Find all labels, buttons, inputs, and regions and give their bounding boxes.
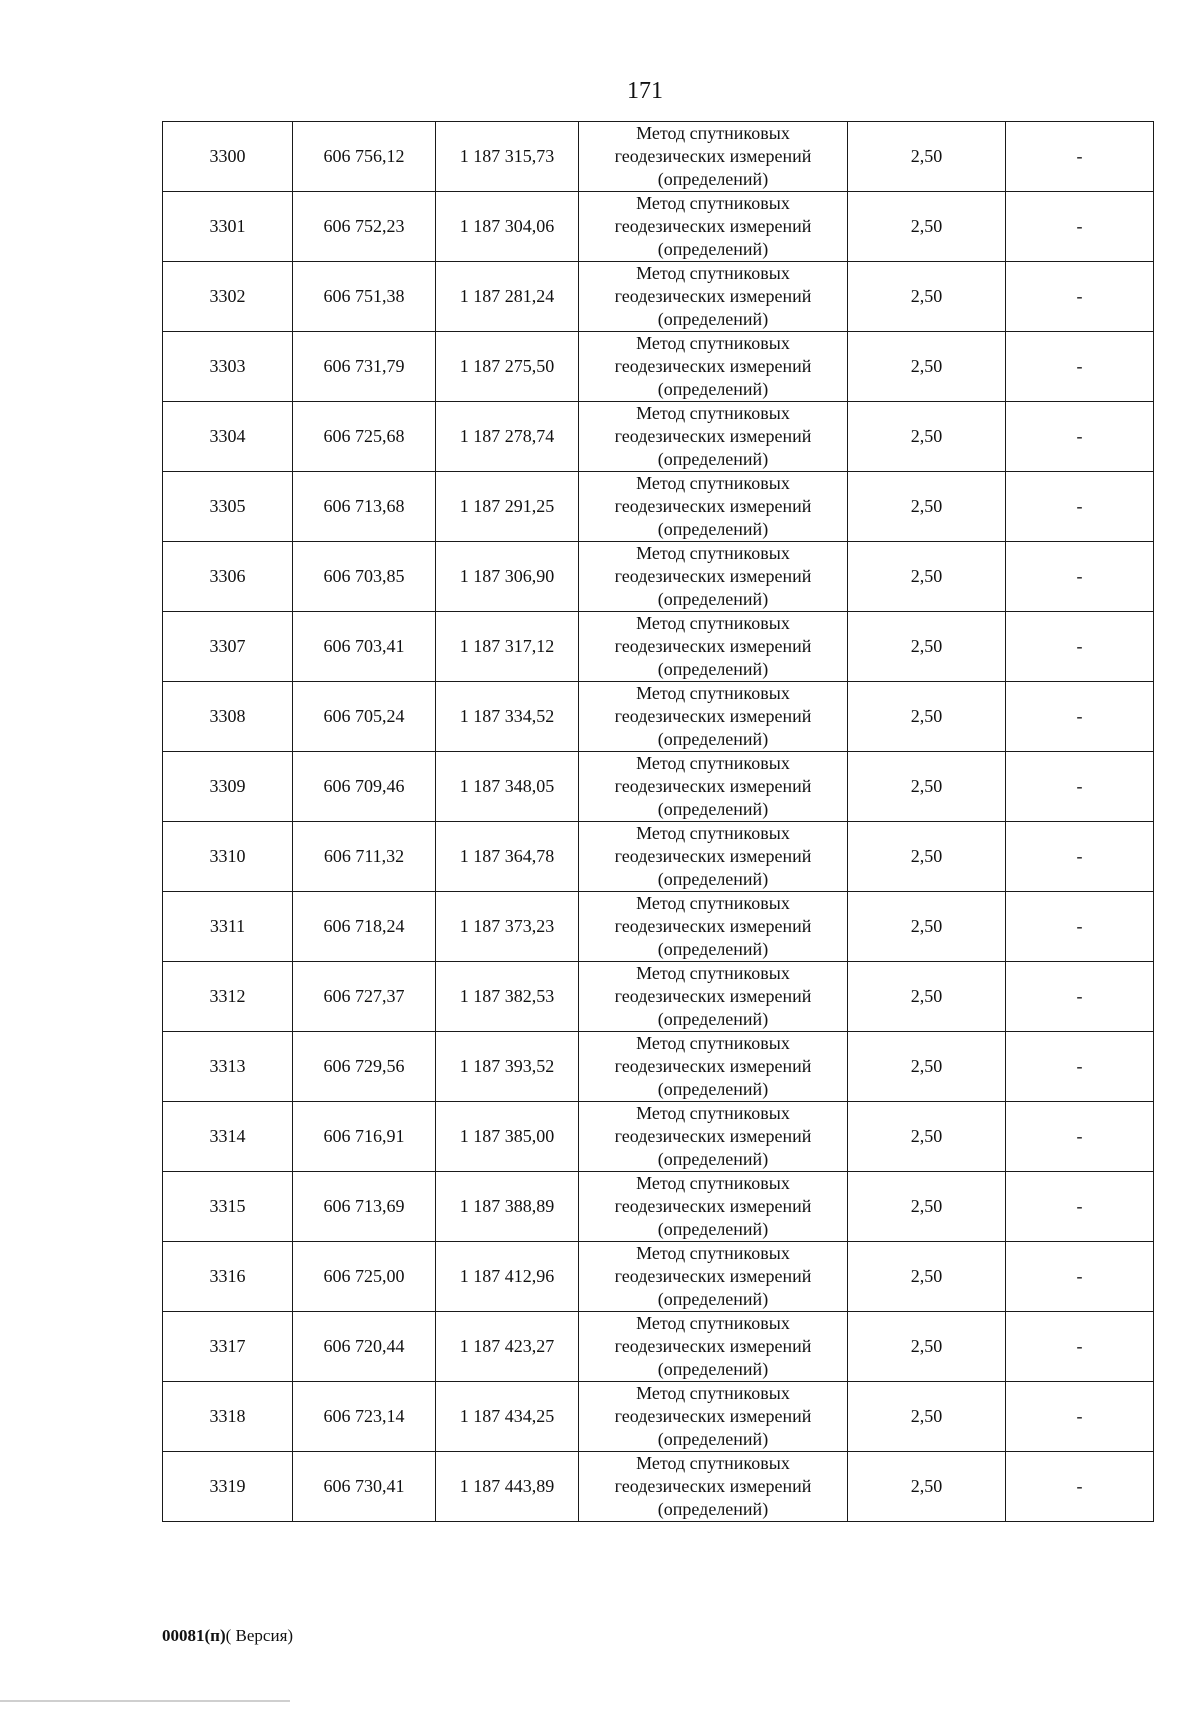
table-row	[163, 892, 1154, 962]
method-line: (определений)	[657, 1079, 769, 1099]
note-cell: -	[1006, 962, 1154, 1032]
table-row	[163, 122, 1154, 192]
accuracy-cell: 2,50	[848, 822, 1006, 892]
accuracy-cell: 2,50	[848, 262, 1006, 332]
x-coordinate-cell: 606 729,56	[293, 1032, 436, 1102]
y-coordinate-cell: 1 187 348,05	[436, 752, 579, 822]
table-row	[163, 1242, 1154, 1312]
table-row	[163, 1382, 1154, 1452]
method-line: геодезических измерений	[614, 566, 812, 586]
y-coordinate-cell: 1 187 393,52	[436, 1032, 579, 1102]
table-row	[163, 962, 1154, 1032]
x-coordinate-cell: 606 718,24	[293, 892, 436, 962]
method-line: (определений)	[657, 1499, 769, 1519]
method-line: геодезических измерений	[614, 356, 812, 376]
method-cell	[579, 1172, 848, 1242]
table-row	[163, 1312, 1154, 1382]
point-number-cell: 3311	[163, 892, 293, 962]
x-coordinate-cell: 606 705,24	[293, 682, 436, 752]
method-line: Метод спутниковых	[636, 683, 790, 703]
method-line: геодезических измерений	[614, 1406, 812, 1426]
method-line: Метод спутниковых	[636, 403, 790, 423]
point-number-cell: 3314	[163, 1102, 293, 1172]
method-cell	[579, 1312, 848, 1382]
method-line: геодезических измерений	[614, 1196, 812, 1216]
method-line: геодезических измерений	[614, 846, 812, 866]
method-cell	[579, 542, 848, 612]
point-number-cell: 3303	[163, 332, 293, 402]
method-line: Метод спутниковых	[636, 333, 790, 353]
method-cell	[579, 472, 848, 542]
document-footer	[162, 1626, 293, 1646]
accuracy-cell: 2,50	[848, 752, 1006, 822]
point-number-cell: 3312	[163, 962, 293, 1032]
y-coordinate-cell: 1 187 382,53	[436, 962, 579, 1032]
method-cell	[579, 1242, 848, 1312]
accuracy-cell: 2,50	[848, 472, 1006, 542]
method-line: геодезических измерений	[614, 1476, 812, 1496]
accuracy-cell: 2,50	[848, 962, 1006, 1032]
table-row	[163, 262, 1154, 332]
point-number-cell: 3300	[163, 122, 293, 192]
x-coordinate-cell: 606 751,38	[293, 262, 436, 332]
method-cell	[579, 1382, 848, 1452]
method-cell	[579, 682, 848, 752]
method-line: (определений)	[657, 589, 769, 609]
method-line: (определений)	[657, 169, 769, 189]
table-row	[163, 402, 1154, 472]
note-cell: -	[1006, 612, 1154, 682]
point-number-cell: 3307	[163, 612, 293, 682]
point-number-cell: 3318	[163, 1382, 293, 1452]
accuracy-cell: 2,50	[848, 1102, 1006, 1172]
method-line: (определений)	[657, 239, 769, 259]
y-coordinate-cell: 1 187 291,25	[436, 472, 579, 542]
note-cell: -	[1006, 752, 1154, 822]
method-cell	[579, 192, 848, 262]
accuracy-cell: 2,50	[848, 1242, 1006, 1312]
method-line: (определений)	[657, 869, 769, 889]
method-line: Метод спутниковых	[636, 193, 790, 213]
note-cell: -	[1006, 1172, 1154, 1242]
x-coordinate-cell: 606 727,37	[293, 962, 436, 1032]
method-cell	[579, 612, 848, 682]
method-line: геодезических измерений	[614, 916, 812, 936]
x-coordinate-cell: 606 711,32	[293, 822, 436, 892]
table-row	[163, 822, 1154, 892]
x-coordinate-cell: 606 725,68	[293, 402, 436, 472]
point-number-cell: 3315	[163, 1172, 293, 1242]
method-line: геодезических измерений	[614, 986, 812, 1006]
method-line: (определений)	[657, 519, 769, 539]
point-number-cell: 3310	[163, 822, 293, 892]
note-cell: -	[1006, 332, 1154, 402]
table-row	[163, 1102, 1154, 1172]
accuracy-cell: 2,50	[848, 402, 1006, 472]
method-line: Метод спутниковых	[636, 963, 790, 983]
note-cell: -	[1006, 1032, 1154, 1102]
y-coordinate-cell: 1 187 304,06	[436, 192, 579, 262]
method-line: геодезических измерений	[614, 286, 812, 306]
table-row	[163, 332, 1154, 402]
y-coordinate-cell: 1 187 317,12	[436, 612, 579, 682]
y-coordinate-cell: 1 187 334,52	[436, 682, 579, 752]
accuracy-cell: 2,50	[848, 542, 1006, 612]
y-coordinate-cell: 1 187 373,23	[436, 892, 579, 962]
x-coordinate-cell: 606 713,68	[293, 472, 436, 542]
method-cell	[579, 332, 848, 402]
x-coordinate-cell: 606 713,69	[293, 1172, 436, 1242]
method-line: (определений)	[657, 1149, 769, 1169]
method-cell	[579, 752, 848, 822]
method-line: геодезических измерений	[614, 1266, 812, 1286]
method-line: Метод спутниковых	[636, 263, 790, 283]
method-cell	[579, 1102, 848, 1172]
table-row	[163, 542, 1154, 612]
x-coordinate-cell: 606 731,79	[293, 332, 436, 402]
x-coordinate-cell: 606 720,44	[293, 1312, 436, 1382]
table-row	[163, 192, 1154, 262]
accuracy-cell: 2,50	[848, 1452, 1006, 1522]
method-line: (определений)	[657, 1429, 769, 1449]
point-number-cell: 3302	[163, 262, 293, 332]
table-body	[163, 122, 1154, 1522]
method-cell	[579, 122, 848, 192]
method-cell	[579, 1452, 848, 1522]
y-coordinate-cell: 1 187 278,74	[436, 402, 579, 472]
accuracy-cell: 2,50	[848, 612, 1006, 682]
point-number-cell: 3309	[163, 752, 293, 822]
method-cell	[579, 822, 848, 892]
accuracy-cell: 2,50	[848, 682, 1006, 752]
y-coordinate-cell: 1 187 443,89	[436, 1452, 579, 1522]
note-cell: -	[1006, 1452, 1154, 1522]
accuracy-cell: 2,50	[848, 1312, 1006, 1382]
y-coordinate-cell: 1 187 315,73	[436, 122, 579, 192]
table-row	[163, 1032, 1154, 1102]
method-line: Метод спутниковых	[636, 543, 790, 563]
method-line: Метод спутниковых	[636, 893, 790, 913]
note-cell: -	[1006, 1102, 1154, 1172]
note-cell: -	[1006, 122, 1154, 192]
method-line: геодезических измерений	[614, 776, 812, 796]
point-number-cell: 3313	[163, 1032, 293, 1102]
method-line: геодезических измерений	[614, 496, 812, 516]
x-coordinate-cell: 606 730,41	[293, 1452, 436, 1522]
note-cell: -	[1006, 1382, 1154, 1452]
accuracy-cell: 2,50	[848, 1382, 1006, 1452]
x-coordinate-cell: 606 709,46	[293, 752, 436, 822]
method-line: (определений)	[657, 1359, 769, 1379]
method-line: геодезических измерений	[614, 216, 812, 236]
method-cell	[579, 892, 848, 962]
y-coordinate-cell: 1 187 385,00	[436, 1102, 579, 1172]
note-cell: -	[1006, 542, 1154, 612]
x-coordinate-cell: 606 703,85	[293, 542, 436, 612]
accuracy-cell: 2,50	[848, 122, 1006, 192]
y-coordinate-cell: 1 187 423,27	[436, 1312, 579, 1382]
y-coordinate-cell: 1 187 434,25	[436, 1382, 579, 1452]
method-line: (определений)	[657, 799, 769, 819]
point-number-cell: 3319	[163, 1452, 293, 1522]
method-line: (определений)	[657, 1289, 769, 1309]
x-coordinate-cell: 606 756,12	[293, 122, 436, 192]
method-line: (определений)	[657, 729, 769, 749]
table-row	[163, 472, 1154, 542]
table-row	[163, 682, 1154, 752]
method-line: Метод спутниковых	[636, 1243, 790, 1263]
note-cell: -	[1006, 822, 1154, 892]
document-code: 00081(п)	[162, 1626, 226, 1645]
note-cell: -	[1006, 402, 1154, 472]
method-line: геодезических измерений	[614, 1336, 812, 1356]
note-cell: -	[1006, 892, 1154, 962]
method-line: Метод спутниковых	[636, 753, 790, 773]
method-line: Метод спутниковых	[636, 1313, 790, 1333]
method-line: геодезических измерений	[614, 636, 812, 656]
method-line: Метод спутниковых	[636, 1383, 790, 1403]
x-coordinate-cell: 606 752,23	[293, 192, 436, 262]
method-cell	[579, 962, 848, 1032]
scan-edge-line	[0, 1700, 290, 1702]
method-line: геодезических измерений	[614, 426, 812, 446]
note-cell: -	[1006, 472, 1154, 542]
table-row	[163, 612, 1154, 682]
y-coordinate-cell: 1 187 275,50	[436, 332, 579, 402]
y-coordinate-cell: 1 187 281,24	[436, 262, 579, 332]
y-coordinate-cell: 1 187 388,89	[436, 1172, 579, 1242]
note-cell: -	[1006, 262, 1154, 332]
x-coordinate-cell: 606 716,91	[293, 1102, 436, 1172]
x-coordinate-cell: 606 703,41	[293, 612, 436, 682]
accuracy-cell: 2,50	[848, 892, 1006, 962]
table-row	[163, 1172, 1154, 1242]
method-line: геодезических измерений	[614, 706, 812, 726]
method-line: (определений)	[657, 449, 769, 469]
point-number-cell: 3316	[163, 1242, 293, 1312]
note-cell: -	[1006, 1312, 1154, 1382]
x-coordinate-cell: 606 725,00	[293, 1242, 436, 1312]
accuracy-cell: 2,50	[848, 1032, 1006, 1102]
method-line: геодезических измерений	[614, 1056, 812, 1076]
point-number-cell: 3305	[163, 472, 293, 542]
method-cell	[579, 262, 848, 332]
point-number-cell: 3317	[163, 1312, 293, 1382]
point-number-cell: 3301	[163, 192, 293, 262]
method-line: Метод спутниковых	[636, 1173, 790, 1193]
method-line: (определений)	[657, 939, 769, 959]
accuracy-cell: 2,50	[848, 192, 1006, 262]
method-cell	[579, 402, 848, 472]
method-line: (определений)	[657, 659, 769, 679]
method-line: Метод спутниковых	[636, 1103, 790, 1123]
method-line: (определений)	[657, 1219, 769, 1239]
accuracy-cell: 2,50	[848, 332, 1006, 402]
method-line: геодезических измерений	[614, 1126, 812, 1146]
method-line: Метод спутниковых	[636, 613, 790, 633]
document-version: ( Версия)	[225, 1626, 294, 1645]
x-coordinate-cell: 606 723,14	[293, 1382, 436, 1452]
y-coordinate-cell: 1 187 364,78	[436, 822, 579, 892]
point-number-cell: 3304	[163, 402, 293, 472]
method-line: Метод спутниковых	[636, 823, 790, 843]
method-line: Метод спутниковых	[636, 123, 790, 143]
method-line: геодезических измерений	[614, 146, 812, 166]
method-line: (определений)	[657, 1009, 769, 1029]
point-number-cell: 3308	[163, 682, 293, 752]
y-coordinate-cell: 1 187 306,90	[436, 542, 579, 612]
accuracy-cell: 2,50	[848, 1172, 1006, 1242]
coordinates-table	[162, 121, 1154, 1522]
method-cell	[579, 1032, 848, 1102]
note-cell: -	[1006, 682, 1154, 752]
method-line: (определений)	[657, 309, 769, 329]
note-cell: -	[1006, 192, 1154, 262]
note-cell: -	[1006, 1242, 1154, 1312]
table-row	[163, 752, 1154, 822]
method-line: (определений)	[657, 379, 769, 399]
page-number: 171	[627, 78, 663, 104]
method-line: Метод спутниковых	[636, 1453, 790, 1473]
table-row	[163, 1452, 1154, 1522]
method-line: Метод спутниковых	[636, 1033, 790, 1053]
method-line: Метод спутниковых	[636, 473, 790, 493]
y-coordinate-cell: 1 187 412,96	[436, 1242, 579, 1312]
point-number-cell: 3306	[163, 542, 293, 612]
